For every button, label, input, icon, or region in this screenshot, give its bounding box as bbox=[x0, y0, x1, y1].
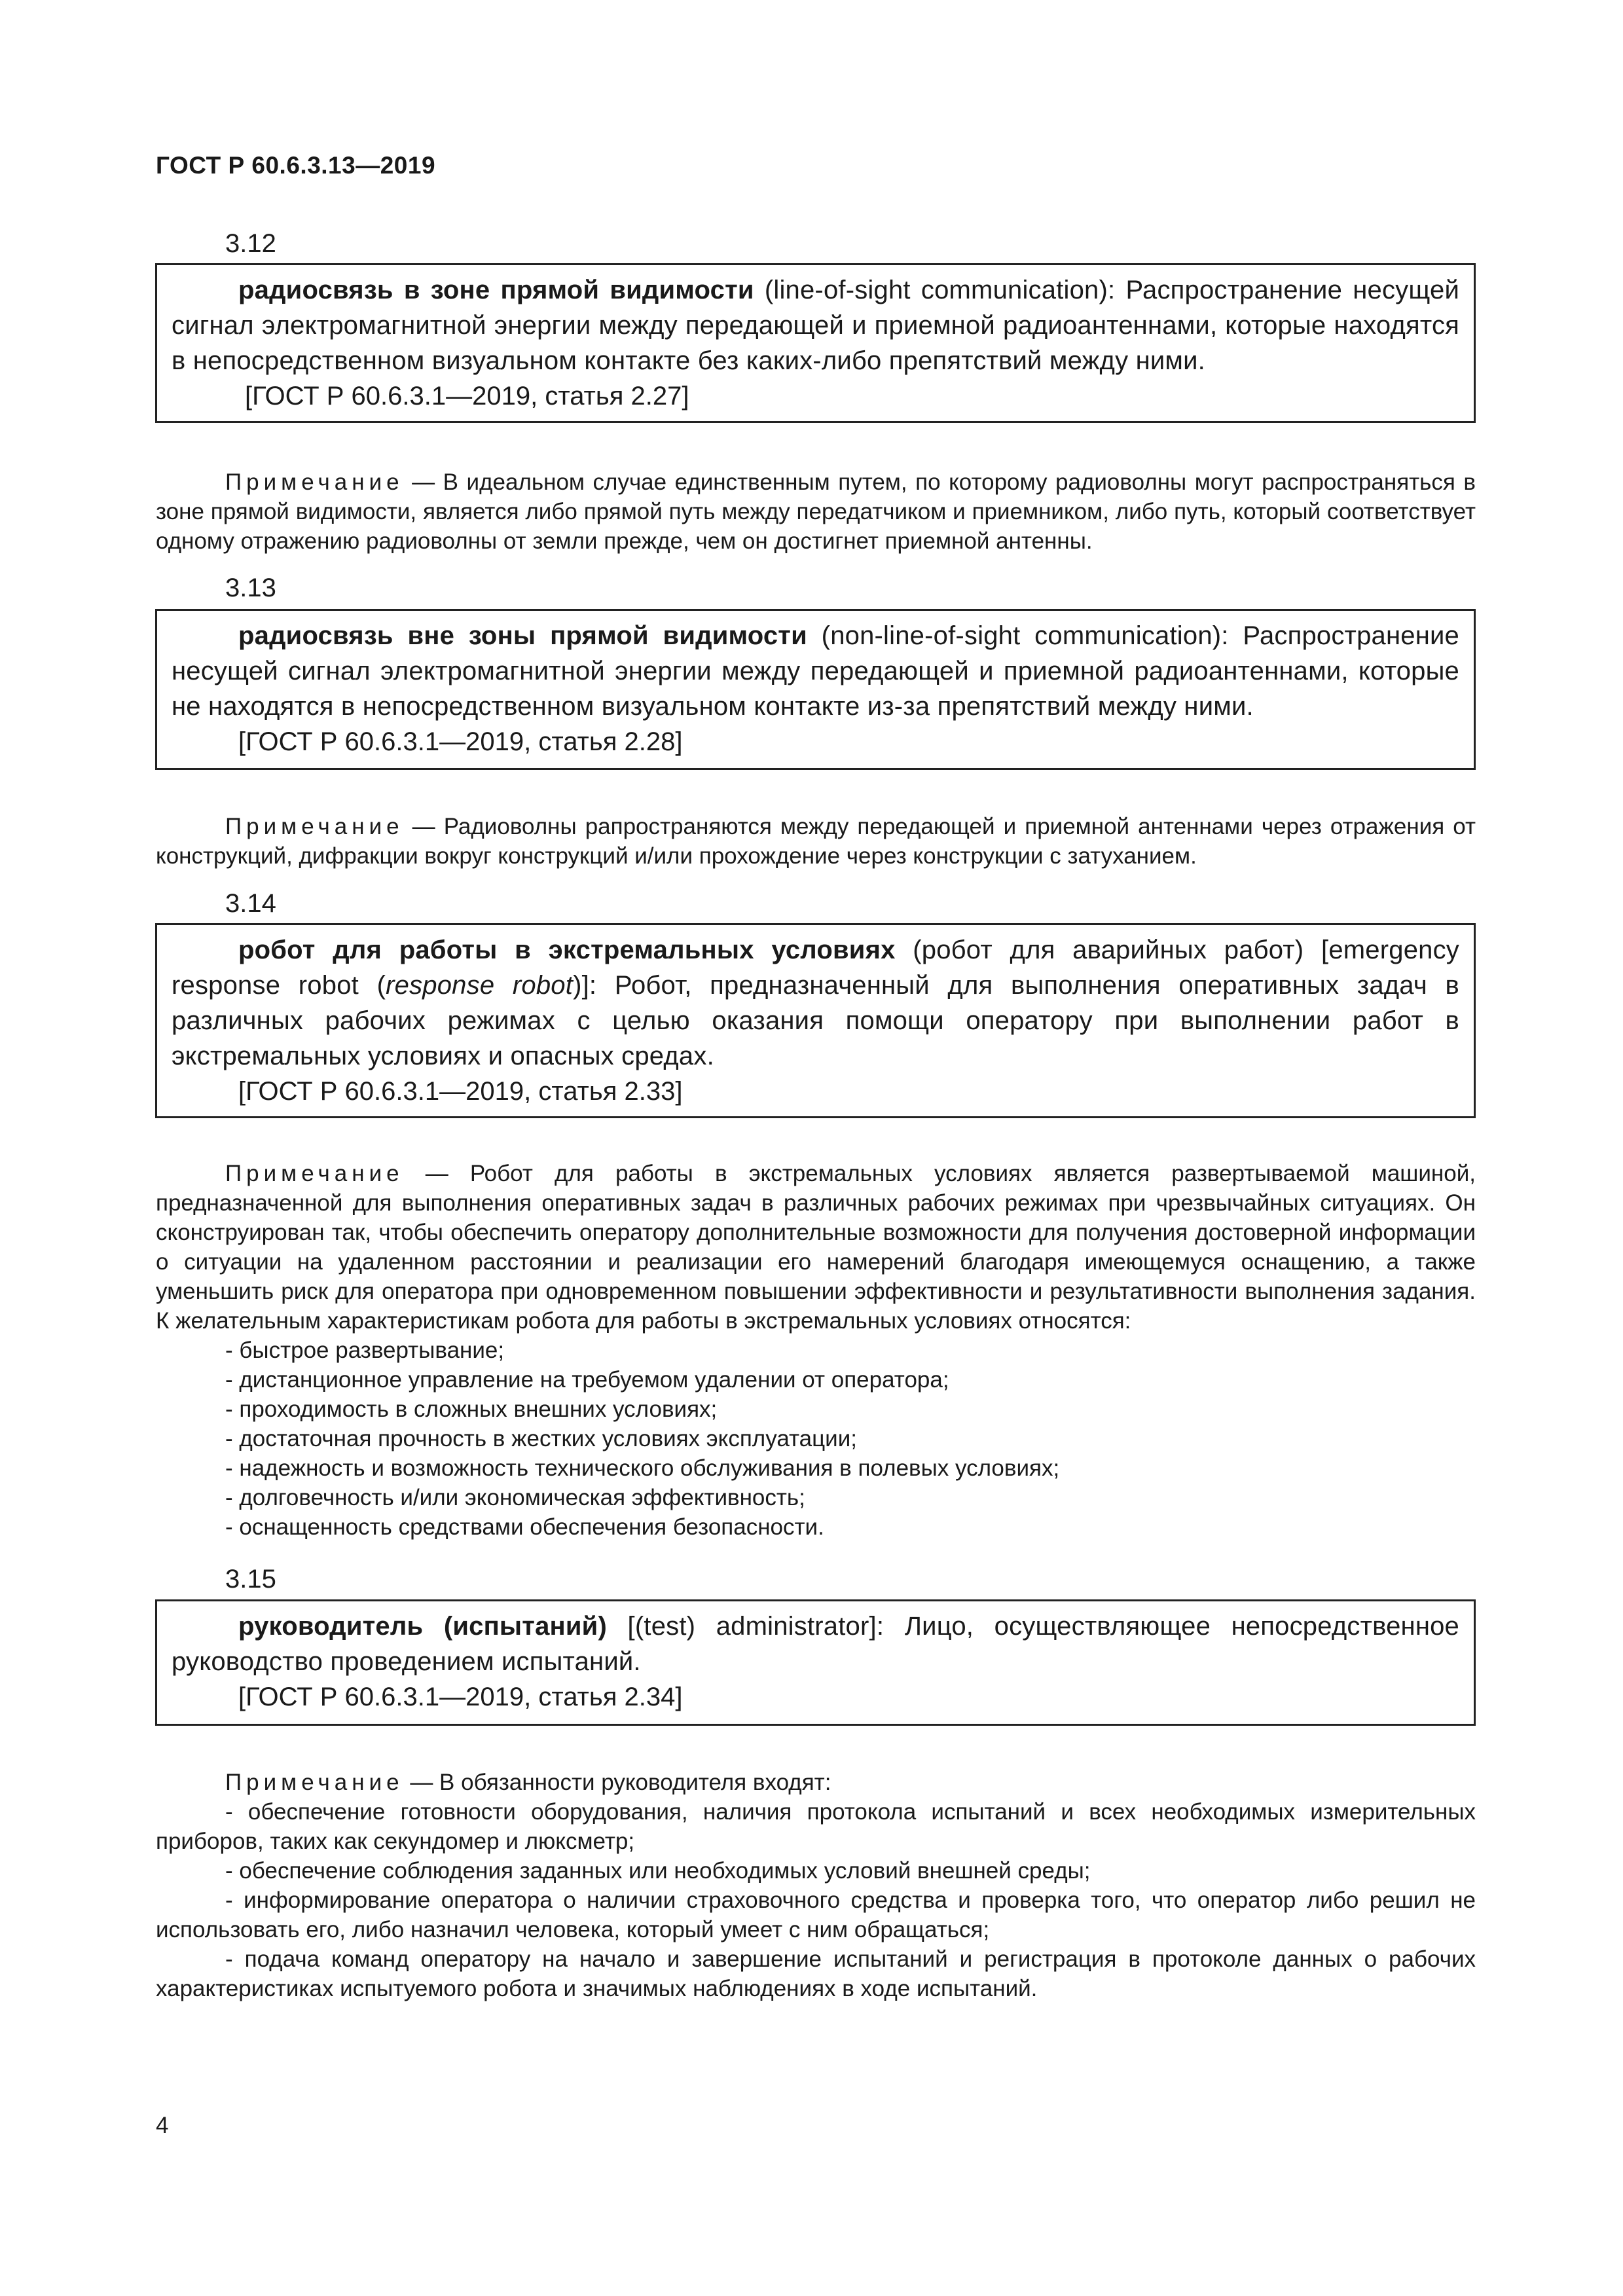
definition-text: (робот для аварийных работ) [emergency response robot ( bbox=[172, 936, 1459, 1000]
term-box bbox=[155, 263, 1476, 423]
note-text: — Радиоволны рапространяются между передающей и приемной антеннами через отражения от конструкций, дифракции вокруг конструкций и/или прохождение через конструкции с затуханием. bbox=[156, 814, 1476, 869]
note-text: — В идеальном случае единственным путем, по которому радиоволны могут распространяться в зоне прямой видимости, является либо прямой путь между передатчиком и приемником, либо путь, который соответствует одному отражению радиоволны от земли прежде, чем он достигнет приемной антенны. bbox=[156, 469, 1476, 554]
term-definition bbox=[172, 272, 1459, 378]
note-block bbox=[156, 467, 1476, 556]
list-item: - быстрое развертывание; bbox=[225, 1338, 505, 1363]
term-box bbox=[155, 1599, 1476, 1726]
note-label: Примечание bbox=[225, 1161, 404, 1186]
term-definition bbox=[172, 1609, 1459, 1679]
term-definition bbox=[172, 618, 1459, 724]
list-item: - надежность и возможность технического обслуживания в полевых условиях; bbox=[225, 1455, 1060, 1481]
list-item: - оснащенность средствами обеспечения безопасности. bbox=[225, 1514, 824, 1540]
document-header: ГОСТ Р 60.6.3.13—2019 bbox=[156, 152, 436, 179]
list-item: - проходимость в сложных внешних условиях; bbox=[225, 1396, 718, 1422]
term-box bbox=[155, 609, 1476, 770]
section-number: 3.15 bbox=[225, 1565, 276, 1594]
definition-text: (line-of-sight communication): Распространение несущей сигнал электромагнитной энергии между передающей и приемной радиоантеннами, которые находятся в непосредственном визуальном контакте без каких-либо препятствий между ними. bbox=[172, 276, 1459, 375]
note-block bbox=[156, 812, 1476, 871]
term-box bbox=[155, 923, 1476, 1118]
list-item: - информирование оператора о наличии страховочного средства и проверка того, что оператор либо решил не использовать его, либо назначил человека, который умеет с ним обращаться; bbox=[156, 1887, 1476, 1942]
note-label: Примечание bbox=[225, 814, 404, 839]
definition-italic: response robot bbox=[386, 971, 574, 1000]
definition-text: )]: Робот, предназначенный для выполнения оперативных задач в различных рабочих режимах с целью оказания помощи оператору при выполнении работ в экстремальных условиях и опасных средах. bbox=[172, 971, 1459, 1070]
note-text: — Робот для работы в экстремальных условиях является развертываемой машиной, предназначенной для выполнения оперативных задач в различных рабочих режимах при чрезвычайных ситуациях. Он сконструирован так, чтобы обеспечить оператору дополнительные возможности для получения достоверной информации о ситуации на удаленном расстоянии и реализации его намерений благодаря имеющемуся оснащению, а также уменьшить риск для оператора при одновременном повышении эффективности и результативности выполнения задания. К желательным характеристикам робота для работы в экстремальных условиях относятся: bbox=[156, 1161, 1476, 1334]
term-reference: [ГОСТ Р 60.6.3.1—2019, статья 2.33] bbox=[238, 1077, 683, 1106]
definition-text: [(test) administrator]: Лицо, осуществляющее непосредственное руководство проведением испытаний. bbox=[172, 1612, 1460, 1676]
list-item: - долговечность и/или экономическая эффективность; bbox=[225, 1485, 805, 1510]
note-text: — В обязанности руководителя входят: bbox=[410, 1770, 831, 1795]
note-block bbox=[156, 1159, 1476, 1542]
section-number: 3.14 bbox=[225, 889, 276, 918]
term-definition bbox=[172, 932, 1459, 1074]
note-block bbox=[156, 1768, 1476, 2003]
term-reference: [ГОСТ Р 60.6.3.1—2019, статья 2.34] bbox=[238, 1683, 683, 1711]
definition-text: (non-line-of-sight communication): Распространение несущей сигнал электромагнитной энергии между передающей и приемной радиоантеннами, которые не находятся в непосредственном визуальном контакте из-за препятствий между ними. bbox=[172, 621, 1459, 721]
list-item: - обеспечение готовности оборудования, наличия протокола испытаний и всех необходимых измерительных приборов, таких как секундомер и люксметр; bbox=[156, 1799, 1476, 1854]
term-name: радиосвязь в зоне прямой видимости bbox=[238, 276, 754, 304]
term-reference: [ГОСТ Р 60.6.3.1—2019, статья 2.28] bbox=[238, 727, 683, 756]
section-number: 3.12 bbox=[225, 229, 276, 258]
term-name: руководитель (испытаний) bbox=[238, 1612, 607, 1641]
term-name: робот для работы в экстремальных условиях bbox=[238, 936, 896, 964]
note-label: Примечание bbox=[225, 469, 404, 495]
section-number: 3.13 bbox=[225, 574, 276, 602]
page-number: 4 bbox=[156, 2113, 169, 2138]
term-name: радиосвязь вне зоны прямой видимости bbox=[238, 621, 807, 650]
note-label: Примечание bbox=[225, 1770, 404, 1795]
term-reference: [ГОСТ Р 60.6.3.1—2019, статья 2.27] bbox=[245, 382, 689, 410]
list-item: - дистанционное управление на требуемом удалении от оператора; bbox=[225, 1367, 949, 1393]
list-item: - подача команд оператору на начало и завершение испытаний и регистрация в протоколе данных о рабочих характеристиках испытуемого робота и значимых наблюдениях в ходе испытаний. bbox=[156, 1946, 1476, 2001]
list-item: - достаточная прочность в жестких условиях эксплуатации; bbox=[225, 1426, 858, 1451]
list-item: - обеспечение соблюдения заданных или необходимых условий внешней среды; bbox=[225, 1858, 1091, 1884]
